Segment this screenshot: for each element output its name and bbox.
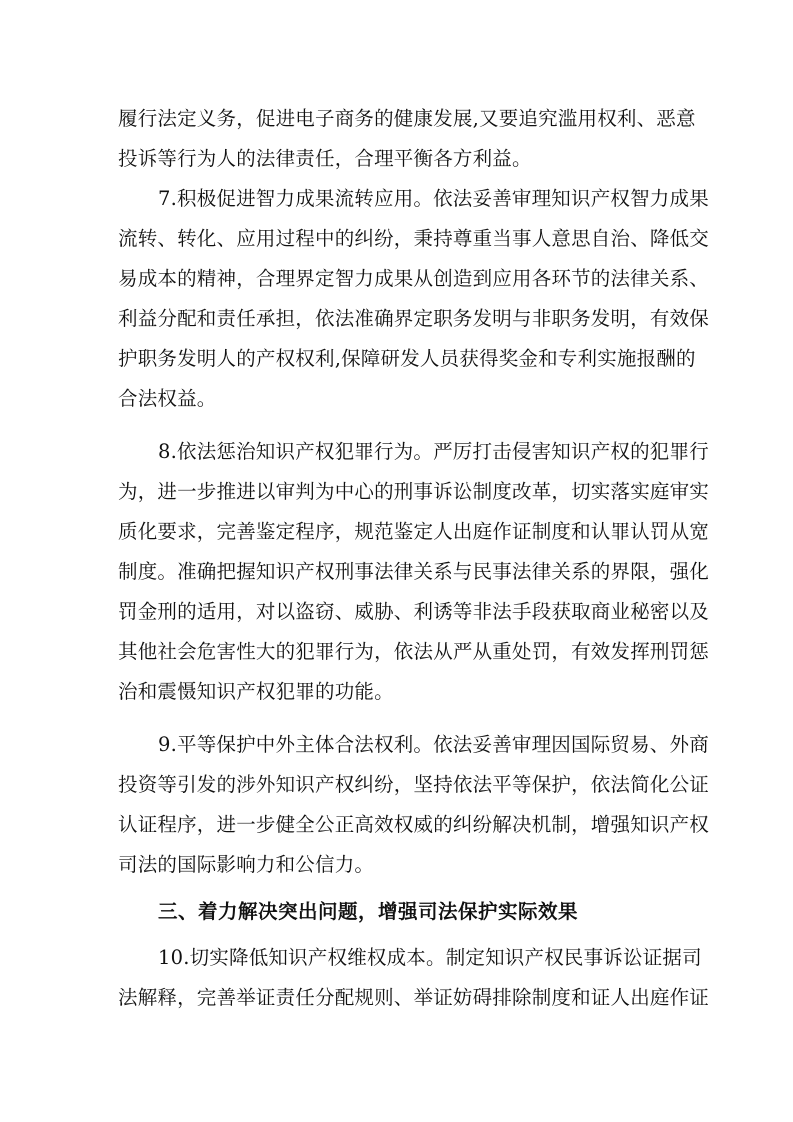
text-line: 法解释，完善举证责任分配规则、举证妨碍排除制度和证人出庭作证	[118, 986, 710, 1009]
paragraph-start-7: 7.积极促进智力成果流转应用。依法妥善审理知识产权智力成果	[158, 187, 709, 210]
text-line: 护职务发明人的产权权利,保障研发人员获得奖金和专利实施报酬的	[118, 347, 696, 370]
text-line: 合法权益。	[118, 387, 217, 410]
text-line: 流转、转化、应用过程中的纠纷，秉持尊重当事人意思自治、降低交	[118, 227, 710, 250]
text-line: 投资等引发的涉外知识产权纠纷，坚持依法平等保护，依法简化公证	[118, 773, 710, 796]
text-line: 利益分配和责任承担，依法准确界定职务发明与非职务发明，有效保	[118, 307, 710, 330]
text-line: 制度。准确把握知识产权刑事法律关系与民事法律关系的界限，强化	[118, 560, 710, 583]
text-line: 易成本的精神，合理界定智力成果从创造到应用各环节的法律关系、	[118, 267, 710, 290]
text-line: 投诉等行为人的法律责任，合理平衡各方利益。	[118, 147, 532, 170]
text-line: 治和震慑知识产权犯罪的功能。	[118, 680, 394, 703]
text-line: 司法的国际影响力和公信力。	[118, 853, 375, 876]
text-line: 认证程序，进一步健全公正高效权威的纠纷解决机制，增强知识产权	[118, 813, 710, 836]
text-line: 质化要求，完善鉴定程序，规范鉴定人出庭作证制度和认罪认罚从宽	[118, 520, 710, 543]
text-line: 其他社会危害性大的犯罪行为，依法从严从重处罚，有效发挥刑罚惩	[118, 640, 710, 663]
paragraph-start-8: 8.依法惩治知识产权犯罪行为。严厉打击侵害知识产权的犯罪行	[158, 440, 709, 463]
paragraph-start-10: 10.切实降低知识产权维权成本。制定知识产权民事诉讼证据司	[158, 946, 702, 969]
paragraph-start-9: 9.平等保护中外主体合法权利。依法妥善审理因国际贸易、外商	[158, 733, 709, 756]
text-line: 罚金刑的适用，对以盗窃、威胁、利诱等非法手段获取商业秘密以及	[118, 600, 710, 623]
text-line: 履行法定义务，促进电子商务的健康发展,又要追究滥用权利、恶意	[118, 107, 696, 130]
text-line: 为，进一步推进以审判为中心的刑事诉讼制度改革，切实落实庭审实	[118, 480, 710, 503]
section-heading: 三、着力解决突出问题，增强司法保护实际效果	[158, 900, 579, 923]
